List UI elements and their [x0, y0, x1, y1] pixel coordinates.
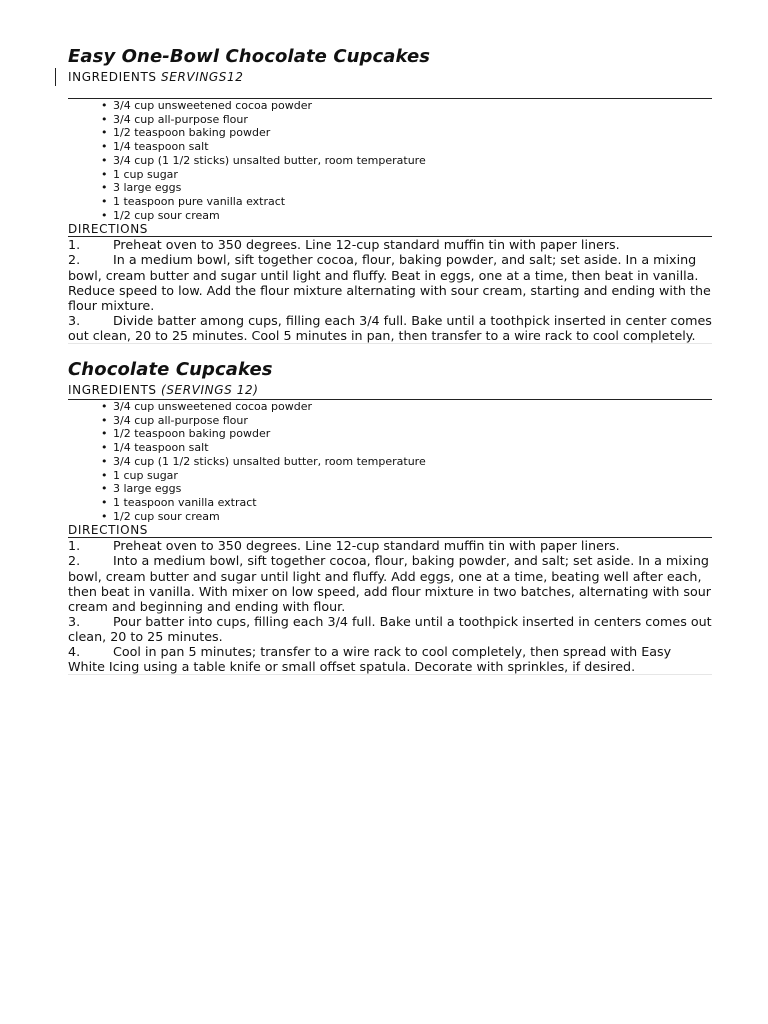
- bullet-icon: •: [101, 153, 108, 167]
- direction-step: [68, 538, 712, 553]
- ingredient-text: 3/4 cup all-purpose flour: [113, 413, 248, 427]
- ingredients-label: INGREDIENTS: [68, 382, 162, 397]
- bullet-icon: •: [101, 454, 108, 468]
- step-text: Preheat oven to 350 degrees. Line 12-cup standard muffin tin with paper liners.: [113, 237, 620, 253]
- step-number: 2.: [68, 553, 81, 569]
- ingredient-item: [101, 208, 712, 223]
- bullet-icon: •: [101, 468, 108, 482]
- bullet-icon: •: [101, 181, 108, 195]
- ingredient-text: 1 cup sugar: [113, 167, 178, 181]
- ingredient-item: [101, 509, 712, 524]
- text-cursor: [55, 68, 56, 86]
- bullet-icon: •: [101, 167, 108, 181]
- ingredient-text: 3 large eggs: [113, 181, 182, 195]
- bullet-icon: •: [101, 112, 108, 126]
- bullet-icon: •: [101, 441, 108, 455]
- ingredient-text: 1 teaspoon vanilla extract: [113, 495, 257, 509]
- servings-label: (SERVINGS 12): [161, 382, 259, 397]
- step-number: 2.: [68, 252, 81, 268]
- ingredient-item: [101, 413, 712, 428]
- recipe-chocolate-cupcakes: [68, 357, 712, 675]
- bullet-icon: •: [101, 495, 108, 509]
- step-text: Pour batter into cups, filling each 3/4 full. Bake until a toothpick inserted in centers comes out clean, 20 to 25 minutes.: [68, 613, 712, 644]
- directions-header: DIRECTIONS: [68, 523, 148, 538]
- ingredient-item: [101, 153, 712, 168]
- ingredient-item: [101, 468, 712, 483]
- ingredient-text: 1/2 teaspoon baking powder: [113, 126, 271, 140]
- bullet-icon: •: [101, 194, 108, 208]
- ingredient-text: 1/2 teaspoon baking powder: [113, 427, 271, 441]
- recipe-end-rule: [68, 674, 712, 675]
- step-text: Cool in pan 5 minutes; transfer to a wire rack to cool completely, then spread with Easy White Icing using a table knife or small offset spatula. Decorate with sprinkles, if desired.: [68, 643, 672, 675]
- step-number: 4.: [68, 643, 81, 659]
- recipe-title: Easy One-Bowl Chocolate Cupcakes: [68, 46, 431, 67]
- direction-step: [68, 252, 712, 312]
- step-text: Divide batter among cups, filling each 3/4 full. Bake until a toothpick inserted in center comes out clean, 20 to 25 minutes. Cool 5 minutes in pan, then transfer to a wire rack to cool completely.: [68, 312, 712, 343]
- ingredient-text: 3/4 cup unsweetened cocoa powder: [113, 399, 312, 413]
- bullet-icon: •: [101, 140, 108, 154]
- ingredients-header: [68, 383, 712, 397]
- directions-list: [68, 538, 712, 674]
- bullet-icon: •: [101, 208, 108, 222]
- ingredient-text: 1/2 cup sour cream: [113, 509, 220, 523]
- direction-step: [68, 614, 712, 644]
- ingredient-text: 3 large eggs: [113, 482, 182, 496]
- step-text: Into a medium bowl, sift together cocoa, flour, baking powder, and salt; set aside. In a mixing bowl, cream butter and sugar until light and fluffy. Add eggs, one at a time, beating well after each, then beat in vanilla. With mixer on low speed, add flour mixture in two batches, alternating with sour cream and beginning and ending with flour.: [68, 553, 711, 614]
- servings-label: SERVINGS12: [161, 70, 244, 84]
- recipe-easy-one-bowl: [68, 44, 712, 344]
- recipe-title: Chocolate Cupcakes: [68, 358, 273, 380]
- ingredient-item: [101, 482, 712, 496]
- ingredients-list: [68, 400, 712, 523]
- bullet-icon: •: [101, 99, 108, 112]
- ingredient-item: [101, 167, 712, 182]
- ingredient-item: [101, 194, 712, 209]
- direction-step: [68, 553, 712, 613]
- directions-header: DIRECTIONS: [68, 222, 148, 237]
- ingredient-item: [101, 112, 712, 127]
- step-number: 1.: [68, 237, 81, 253]
- bullet-icon: •: [101, 413, 108, 427]
- ingredient-text: 3/4 cup all-purpose flour: [113, 112, 248, 126]
- ingredient-text: 1 cup sugar: [113, 468, 178, 482]
- bullet-icon: •: [101, 126, 108, 140]
- ingredient-item: [101, 454, 712, 469]
- ingredient-item: [101, 99, 712, 113]
- ingredients-header: [68, 70, 712, 84]
- ingredient-text: 1/4 teaspoon salt: [113, 140, 209, 154]
- ingredient-text: 3/4 cup (1 1/2 sticks) unsalted butter, room temperature: [113, 153, 426, 167]
- bullet-icon: •: [101, 482, 108, 496]
- ingredient-item: [101, 126, 712, 140]
- ingredients-list: [68, 99, 712, 222]
- ingredient-item: [101, 181, 712, 195]
- direction-step: [68, 644, 712, 674]
- ingredient-text: 3/4 cup (1 1/2 sticks) unsalted butter, room temperature: [113, 454, 426, 468]
- step-number: 1.: [68, 538, 81, 554]
- direction-step: [68, 237, 712, 252]
- document-page: [68, 44, 712, 675]
- ingredient-item: [101, 140, 712, 154]
- ingredient-item: [101, 427, 712, 441]
- ingredient-item: [101, 441, 712, 455]
- ingredient-text: 1/4 teaspoon salt: [113, 441, 209, 455]
- ingredient-text: 3/4 cup unsweetened cocoa powder: [113, 99, 312, 112]
- ingredient-text: 1/2 cup sour cream: [113, 208, 220, 222]
- step-number: 3.: [68, 312, 81, 328]
- bullet-icon: •: [101, 427, 108, 441]
- ingredient-text: 1 teaspoon pure vanilla extract: [113, 194, 286, 208]
- recipe-end-rule: [68, 343, 712, 344]
- step-text: In a medium bowl, sift together cocoa, flour, baking powder, and salt; set aside. In a mixing bowl, cream butter and sugar until light and fluffy. Beat in eggs, one at a time, then beat in vanilla. Reduce speed to low. Add the flour mixture alternating with sour cream, starting and ending with the flour mixture.: [68, 252, 711, 313]
- direction-step: [68, 313, 712, 343]
- ingredient-item: [101, 495, 712, 510]
- step-text: Preheat oven to 350 degrees. Line 12-cup standard muffin tin with paper liners.: [113, 538, 620, 554]
- ingredients-label: INGREDIENTS: [68, 70, 162, 84]
- bullet-icon: •: [101, 399, 108, 413]
- ingredient-item: [101, 399, 712, 414]
- bullet-icon: •: [101, 509, 108, 523]
- directions-list: [68, 237, 712, 343]
- step-number: 3.: [68, 613, 81, 629]
